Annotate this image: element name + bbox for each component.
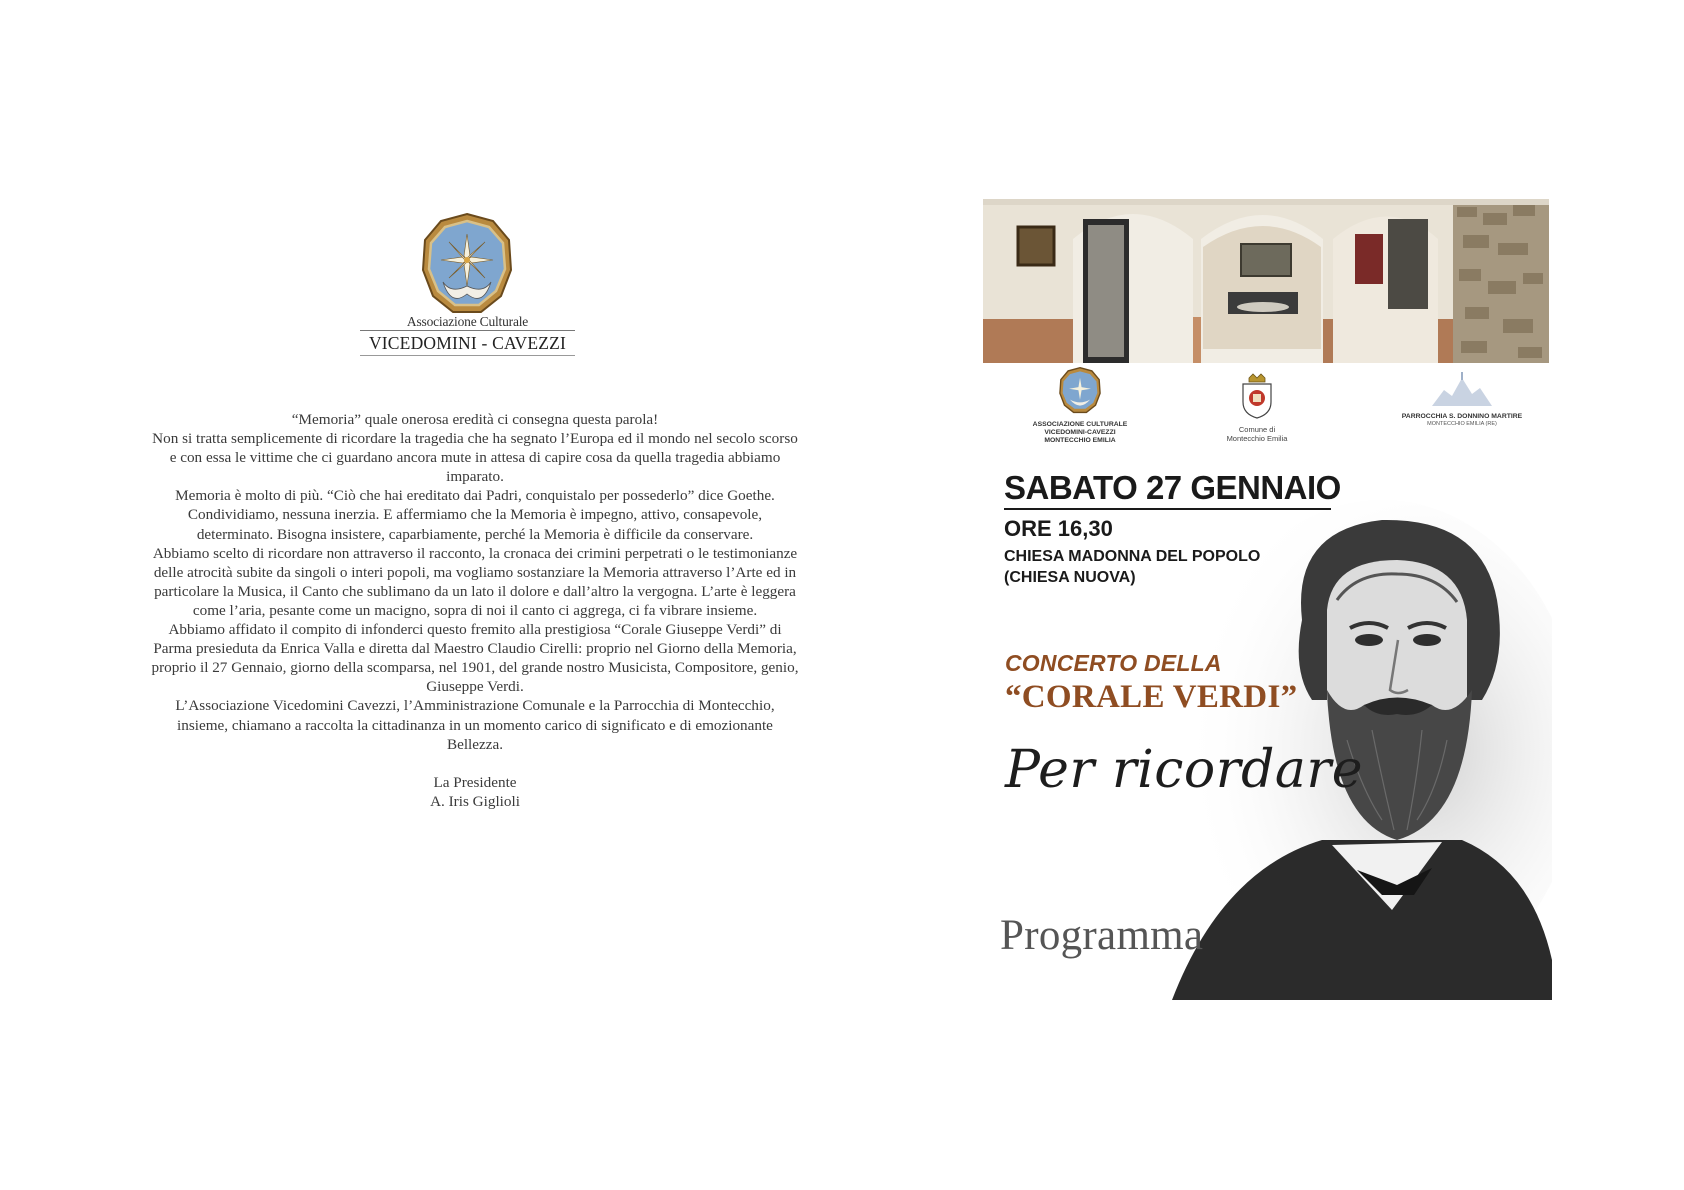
signature-name: A. Iris Giglioli bbox=[430, 792, 520, 810]
association-subtitle: Associazione Culturale bbox=[406, 314, 529, 329]
association-crest-icon bbox=[1059, 366, 1101, 416]
tagline: Per ricordare bbox=[1005, 740, 1364, 800]
letter-paragraph: Abbiamo affidato il compito di infonderci questo fremito alla prestigiosa “Corale Giuseppe Verdi” di Parma presieduta da Enrica Valla e diretta dal Maestro Claudio Cirelli: proprio nel Giorno della Memoria, proprio il 27 Gennaio, giorno della scomparsa, nel 1901, del grande nostro Musicista, Compositore, genio, Giuseppe Verdi. bbox=[151, 621, 799, 696]
letter-paragraph: Abbiamo scelto di ricordare non attraverso il racconto, la cronaca dei crimini perpetrati o le testimonianze delle atrocità subite da singoli o interi popoli, ma vogliamo sostanziare la Memoria attraverso l’Arte ed in particolare la Musica, il Canto che sublimano da un lato il dolore e dall’altro la vergogna. L’arte è leggera come l’aria, pesante come un macigno, sopra di noi il canto ci aggrega, ci fa vibrare insieme. bbox=[152, 544, 798, 619]
event-location-line: CHIESA MADONNA DEL POPOLO bbox=[1004, 548, 1261, 565]
logo-caption: ASSOCIAZIONE CULTURALE bbox=[1032, 421, 1128, 428]
logo-caption: PARROCCHIA S. DONNINO MARTIRE bbox=[1401, 413, 1523, 420]
logo-caption: Comune di bbox=[1238, 425, 1276, 434]
letter-paragraph: Memoria è molto di più. “Ciò che hai ereditato dai Padri, conquistalo per possederlo” dice Goethe. Condividiamo, nessuna inerzia. E affermiamo che la Memoria è impegno, attivo, consapevole, determinato. Bisogna insistere, caparbiamente, perché la Memoria è difficile da conservare. bbox=[175, 487, 775, 543]
presidential-letter bbox=[150, 410, 800, 811]
letter-paragraph: “Memoria” quale onerosa eredità ci consegna questa parola! bbox=[291, 411, 659, 428]
logo-caption: Montecchio Emilia bbox=[1226, 434, 1288, 443]
event-date: SABATO 27 GENNAIO bbox=[1004, 469, 1341, 506]
logo-caption: MONTECCHIO EMILIA (RE) bbox=[1427, 421, 1497, 427]
divider bbox=[360, 330, 575, 331]
logo-caption: VICEDOMINI-CAVEZZI bbox=[1044, 429, 1116, 436]
event-location-line: (CHIESA NUOVA) bbox=[1004, 569, 1136, 586]
choir-name: “CORALE VERDI” bbox=[1005, 679, 1298, 715]
parrocchia-logo bbox=[1397, 372, 1527, 428]
concert-heading: CONCERTO DELLA bbox=[1005, 650, 1222, 676]
letter-paragraph: L’Associazione Vicedomini Cavezzi, l’Amministrazione Comunale e la Parrocchia di Montecchio, insieme, chiamano a raccolta la cittadinanza in un momento carico di significato e di emozionante Bellezza. bbox=[175, 697, 775, 753]
signature-title: La Presidente bbox=[433, 773, 517, 791]
comune-logo bbox=[1212, 372, 1302, 443]
divider bbox=[360, 355, 575, 356]
event-location bbox=[1004, 546, 1260, 588]
right-page bbox=[842, 0, 1684, 1190]
divider bbox=[1004, 508, 1331, 510]
logo-caption: MONTECCHIO EMILIA bbox=[1044, 437, 1116, 444]
church-silhouette-icon bbox=[1430, 372, 1494, 408]
gallery-interior-photo bbox=[983, 199, 1549, 363]
event-time: ORE 16,30 bbox=[1004, 516, 1113, 541]
municipal-coat-of-arms-icon bbox=[1237, 372, 1277, 420]
letter-paragraph: Non si tratta semplicemente di ricordare la tragedia che ha segnato l’Europa ed il mondo nel secolo scorso e con essa le vittime che ci guardano ancora mute in attesa di capire cosa da quella tragedia abbiamo imparato. bbox=[152, 430, 798, 486]
program-heading: Programma bbox=[1000, 912, 1204, 959]
association-logo-small bbox=[1025, 366, 1135, 445]
association-name: VICEDOMINI - CAVEZZI bbox=[368, 333, 567, 353]
association-crest-logo bbox=[421, 212, 513, 318]
